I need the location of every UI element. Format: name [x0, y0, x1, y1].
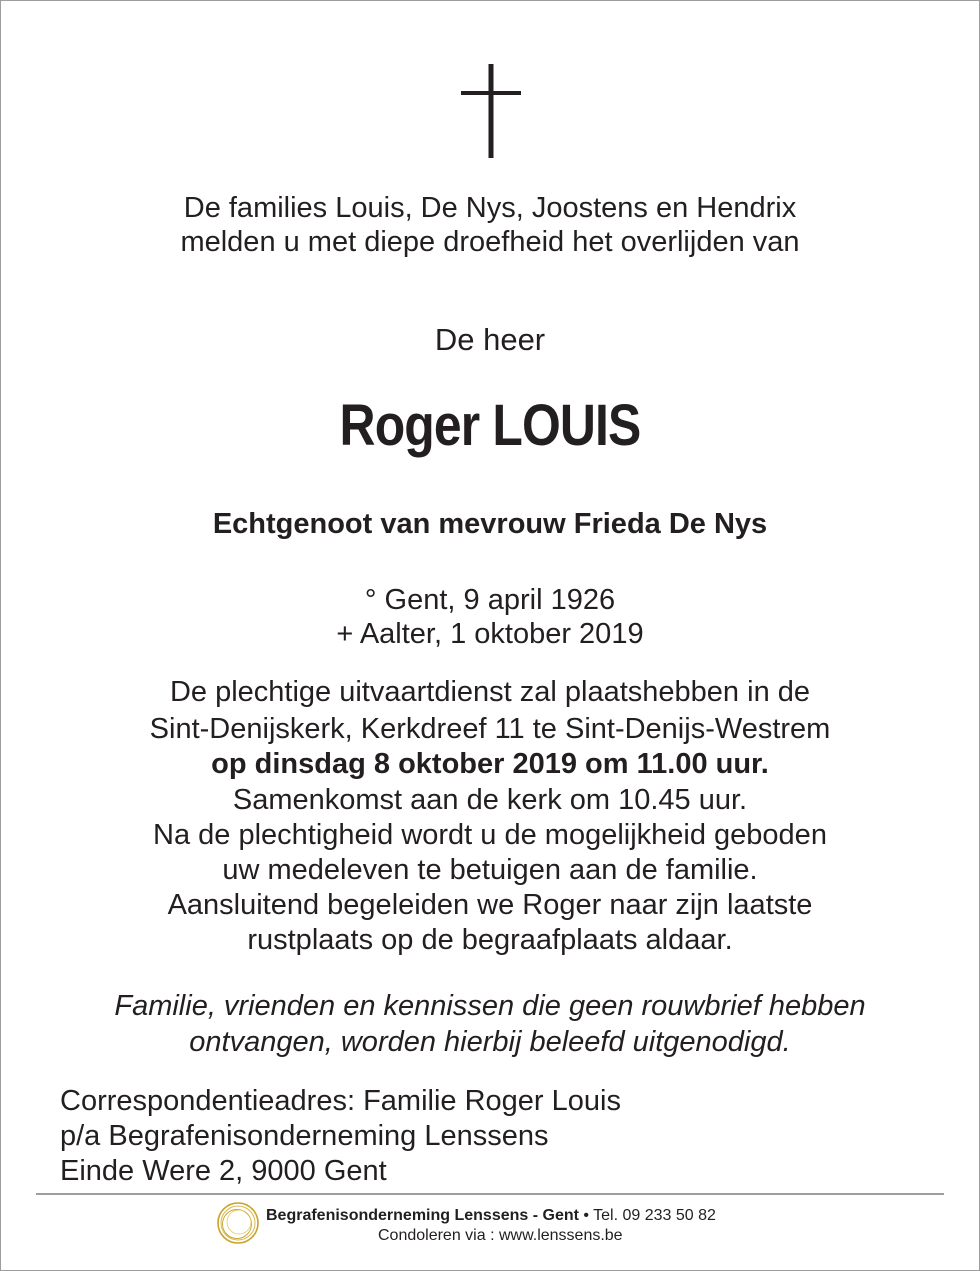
- service-line-2: Sint-Denijskerk, Kerkdreef 11 te Sint-Denijs-Westrem: [149, 713, 831, 745]
- intro-line-1: De families Louis, De Nys, Joostens en Hendrix: [183, 192, 797, 224]
- service-line-4: Samenkomst aan de kerk om 10.45 uur.: [232, 784, 748, 816]
- correspondence-line-3: Einde Were 2, 9000 Gent: [60, 1155, 387, 1187]
- birth-line: ° Gent, 9 april 1926: [364, 584, 616, 616]
- intro-line-2: melden u met diepe droefheid het overlijden van: [180, 226, 800, 258]
- spouse-line: Echtgenoot van mevrouw Frieda De Nys: [212, 508, 768, 540]
- correspondence-line-1: Correspondentieadres: Familie Roger Louis: [60, 1085, 621, 1117]
- footer-phone: • Tel. 09 233 50 82: [578, 1207, 716, 1224]
- service-line-8: rustplaats op de begraafplaats aldaar.: [247, 924, 733, 956]
- service-line-1: De plechtige uitvaartdienst zal plaatshebben in de: [169, 676, 811, 708]
- honorific-title: De heer: [434, 322, 546, 357]
- footer-condolences[interactable]: Condoleren via : www.lenssens.be: [378, 1227, 623, 1244]
- cross-icon: [461, 64, 521, 158]
- service-line-6: uw medeleven te betuigen aan de familie.: [222, 854, 758, 886]
- service-line-5: Na de plechtigheid wordt u de mogelijkheid geboden: [153, 819, 827, 851]
- correspondence-line-2: p/a Begrafenisonderneming Lenssens: [60, 1120, 549, 1152]
- footer-firm-name: Begrafenisonderneming Lenssens - Gent: [266, 1207, 579, 1224]
- death-line: + Aalter, 1 oktober 2019: [336, 618, 644, 650]
- footer-divider: [36, 1193, 944, 1195]
- lenssens-logo-icon: [216, 1201, 260, 1245]
- invitation-line-2: ontvangen, worden hierbij beleefd uitgenodigd.: [189, 1026, 791, 1058]
- invitation-line-1: Familie, vrienden en kennissen die geen rouwbrief hebben: [114, 990, 866, 1022]
- footer-firm-line: [266, 1206, 716, 1226]
- service-line-7: Aansluitend begeleiden we Roger naar zijn laatste: [167, 889, 813, 921]
- service-datetime: op dinsdag 8 oktober 2019 om 11.00 uur.: [211, 748, 769, 780]
- deceased-name: Roger LOUIS: [339, 393, 641, 458]
